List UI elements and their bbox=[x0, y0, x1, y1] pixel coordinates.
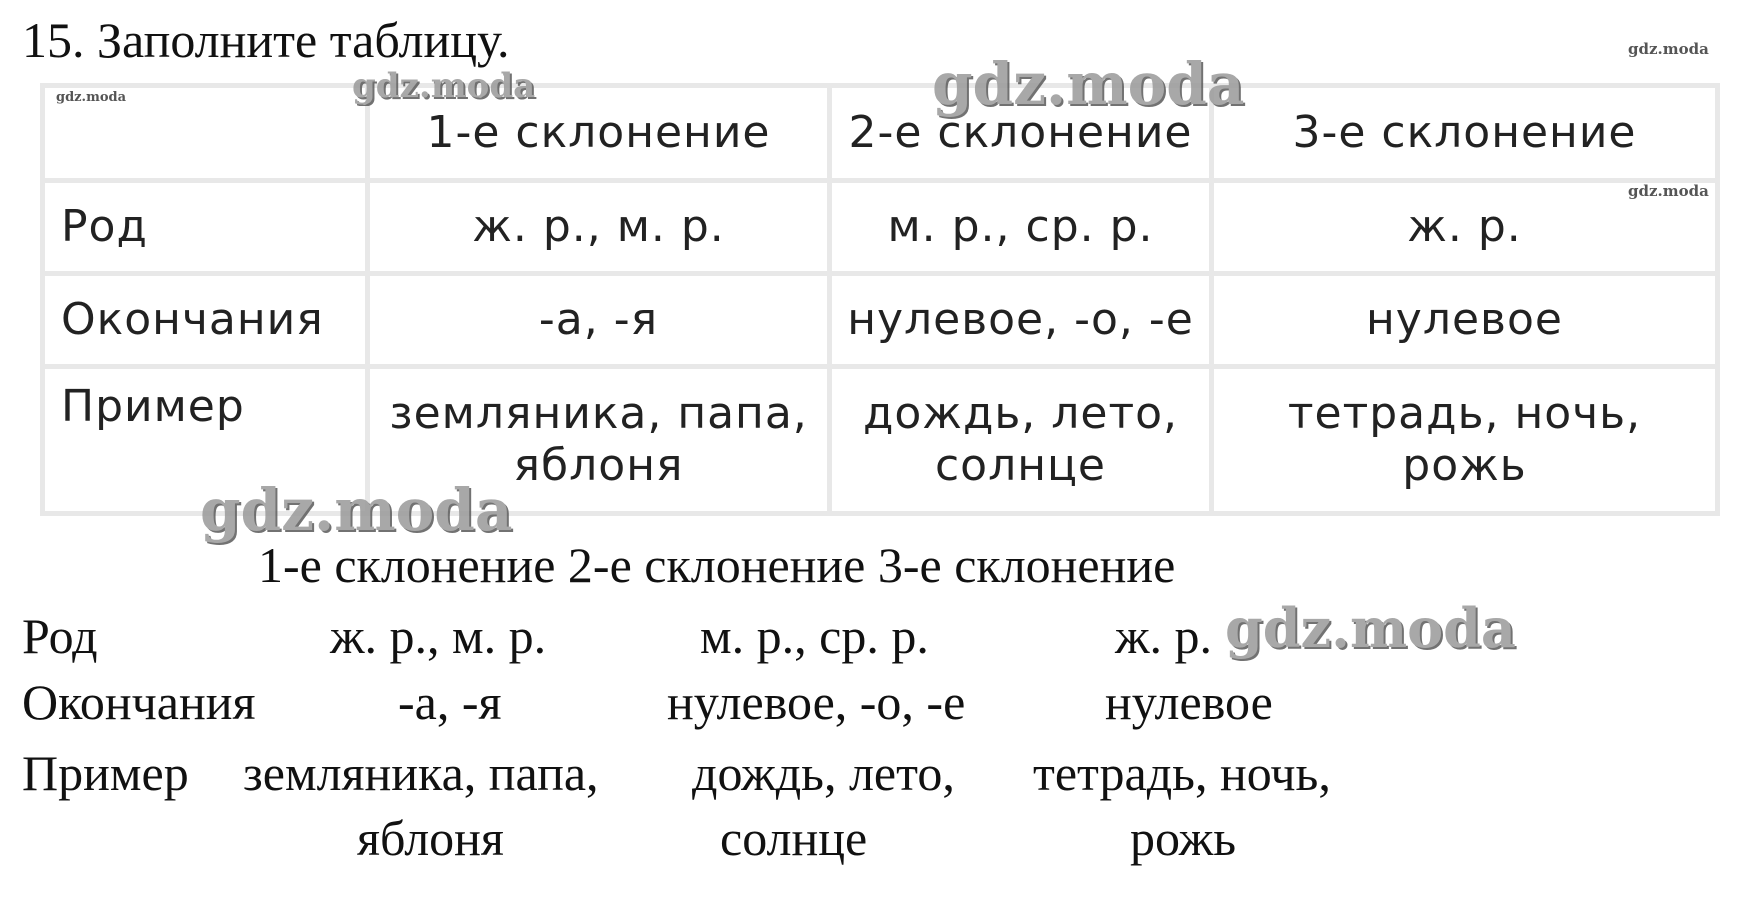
examples-declension-2 bbox=[830, 367, 1212, 514]
gender-declension-1: ж. р., м. р. bbox=[368, 181, 830, 274]
text-examples-declension-3-line1: тетрадь, ночь, bbox=[1033, 745, 1331, 801]
endings-declension-2: нулевое, -о, -е bbox=[830, 274, 1212, 367]
watermark: gdz.moda bbox=[1225, 596, 1516, 660]
gender-declension-2: м. р., ср. р. bbox=[830, 181, 1212, 274]
watermark: gdz.moda bbox=[932, 50, 1245, 118]
row-label-examples: Пример bbox=[43, 367, 368, 514]
text-gender-declension-3: ж. р. bbox=[1115, 608, 1213, 664]
endings-declension-3: нулевое bbox=[1212, 274, 1718, 367]
declension-table bbox=[40, 83, 1720, 516]
text-examples-declension-1-line2: яблоня bbox=[357, 810, 504, 866]
text-examples-declension-3-line2: рожь bbox=[1130, 810, 1237, 866]
text-label-endings: Окончания bbox=[22, 674, 256, 730]
endings-declension-1: -а, -я bbox=[368, 274, 830, 367]
text-examples-declension-2-line1: дождь, лето, bbox=[692, 745, 955, 801]
example-line: яблоня bbox=[513, 440, 684, 491]
watermark: gdz.moda bbox=[56, 90, 127, 105]
gender-declension-3: ж. р. bbox=[1212, 181, 1718, 274]
example-line: тетрадь, ночь, bbox=[1287, 388, 1642, 439]
text-examples-declension-1-line1: земляника, папа, bbox=[243, 745, 599, 801]
example-line: дождь, лето, bbox=[862, 388, 1179, 439]
row-label-gender: Род bbox=[43, 181, 368, 274]
text-label-gender: Род bbox=[22, 608, 98, 664]
header-declension-3: 3-е склонение bbox=[1212, 86, 1718, 181]
text-label-examples: Пример bbox=[22, 745, 189, 801]
row-label-endings: Окончания bbox=[43, 274, 368, 367]
text-endings-declension-2: нулевое, -о, -е bbox=[667, 674, 966, 730]
examples-declension-3 bbox=[1212, 367, 1718, 514]
watermark: gdz.moda bbox=[352, 66, 536, 106]
watermark: gdz.moda bbox=[1628, 182, 1709, 200]
header-declension-2: 2-е склонение bbox=[830, 86, 1212, 181]
watermark: gdz.moda bbox=[1628, 40, 1709, 58]
text-examples-declension-2-line2: солнце bbox=[720, 810, 868, 866]
text-gender-declension-1: ж. р., м. р. bbox=[330, 608, 547, 664]
watermark: gdz.moda bbox=[200, 476, 513, 544]
example-line: земляника, папа, bbox=[389, 388, 808, 439]
task-title: 15. Заполните таблицу. bbox=[22, 12, 510, 68]
table-header-row bbox=[43, 86, 1718, 181]
text-header-line: 1-е склонение 2-е склонение 3-е склонение bbox=[258, 537, 1176, 593]
text-endings-declension-3: нулевое bbox=[1105, 674, 1273, 730]
text-endings-declension-1: -а, -я bbox=[398, 674, 502, 730]
text-gender-declension-2: м. р., ср. р. bbox=[700, 608, 929, 664]
table-row-endings bbox=[43, 274, 1718, 367]
header-declension-1: 1-е склонение bbox=[368, 86, 830, 181]
table-row-gender bbox=[43, 181, 1718, 274]
example-line: солнце bbox=[934, 440, 1107, 491]
example-line: рожь bbox=[1402, 440, 1527, 491]
